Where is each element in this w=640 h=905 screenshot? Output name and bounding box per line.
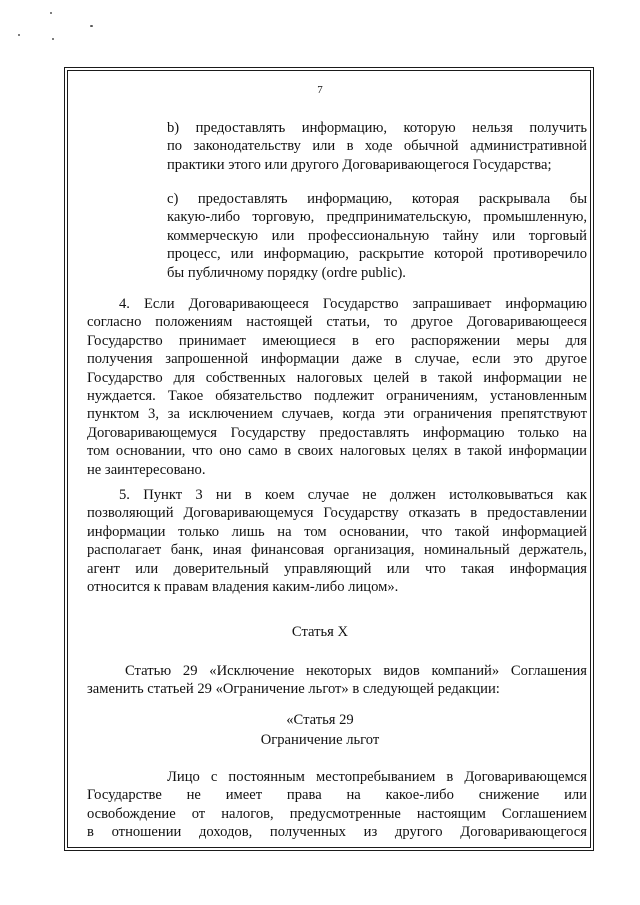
paragraph-5-line: информации только лишь на том основании, что такой информацией [87,523,587,540]
paragraph-4-line: нуждается. Такое обязательство подлежит ограничениям, установленным [87,388,587,405]
paragraph-5-line: располагает банк, иная финансовая организация, номинальный держатель, [87,542,587,559]
paragraph-4-line: получения запрошенной информации даже в случае, если это другое [87,351,587,368]
paragraph-4 [87,295,587,479]
article-29-heading: «Статья 29 [286,712,354,728]
article-x-text [87,662,587,699]
scan-speck [52,38,54,40]
article-29-line: в отношении доходов, полученных из другого Договаривающегося [87,824,587,841]
paragraph-5-line: агент или доверительный управляющий или что такая информация [87,560,587,577]
item-c-line: бы публичному порядку (ordre public). [167,264,406,281]
paragraph-4-line: Государство для собственных налоговых целей в такой информации не [87,369,587,386]
paragraph-5-line: позволяющий Договаривающемуся Государству отказать в предоставлении [87,505,587,522]
article-29-title: Ограничение льгот [260,732,380,748]
item-b-line: b) предоставлять информацию, которую нельзя получить [167,120,587,136]
paragraph-4-line: Договаривающемуся Государству предоставлять информацию только на [87,424,587,441]
paragraph-5 [87,486,587,596]
article-29-line: Лицо с постоянным местопребыванием в Договаривающемся [167,769,587,785]
article-x-line: Статью 29 «Исключение некоторых видов компаний» Соглашения [125,663,587,679]
article-x-line: заменить статьей 29 «Ограничение льгот» в следующей редакции: [87,681,500,698]
item-c-line: какую-либо торговую, предпринимательскую, промышленную, [167,209,587,226]
article-29-text [87,768,587,842]
item-b [167,119,587,174]
item-c-line: процесс, или информацию, раскрытие которой противоречило [167,246,587,263]
scan-speck [50,12,52,14]
paragraph-4-line: Государство принимает имеющиеся в его распоряжении меры для [87,332,587,349]
item-b-line: практики этого или другого Договаривающегося Государства; [167,156,552,173]
scan-speck [90,25,93,27]
paragraph-4-line: том основании, что оно само в своих налоговых целях в такой информации [87,443,587,460]
paragraph-4-line: не заинтересовано. [87,461,206,478]
paragraph-4-line: пунктом 3, за исключением случаев, когда эти ограничения препятствуют [87,406,587,423]
item-c-line: c) предоставлять информацию, которая раскрывала бы [167,191,587,207]
article-29-line: освобождение от налогов, предусмотренные настоящим Соглашением [87,805,587,822]
paragraph-5-line: 5. Пункт 3 ни в коем случае не должен истолковываться как [119,487,587,503]
item-c-line: коммерческую или профессиональную тайну или торговый [167,227,587,244]
item-b-line: по законодательству или в ходе обычной административной [167,138,587,155]
article-x-heading: Статья X [291,624,349,640]
paragraph-4-line: 4. Если Договаривающееся Государство запрашивает информацию [119,296,587,312]
scan-speck [18,34,20,36]
paragraph-4-line: согласно положениям настоящей статьи, то другое Договаривающееся [87,314,587,331]
article-29-line: Государстве не имеет права на какое-либо снижение или [87,787,587,804]
paragraph-5-line: относится к правам владения каким-либо лицом». [87,579,399,596]
page-number: 7 [317,84,323,96]
item-c [167,190,587,282]
